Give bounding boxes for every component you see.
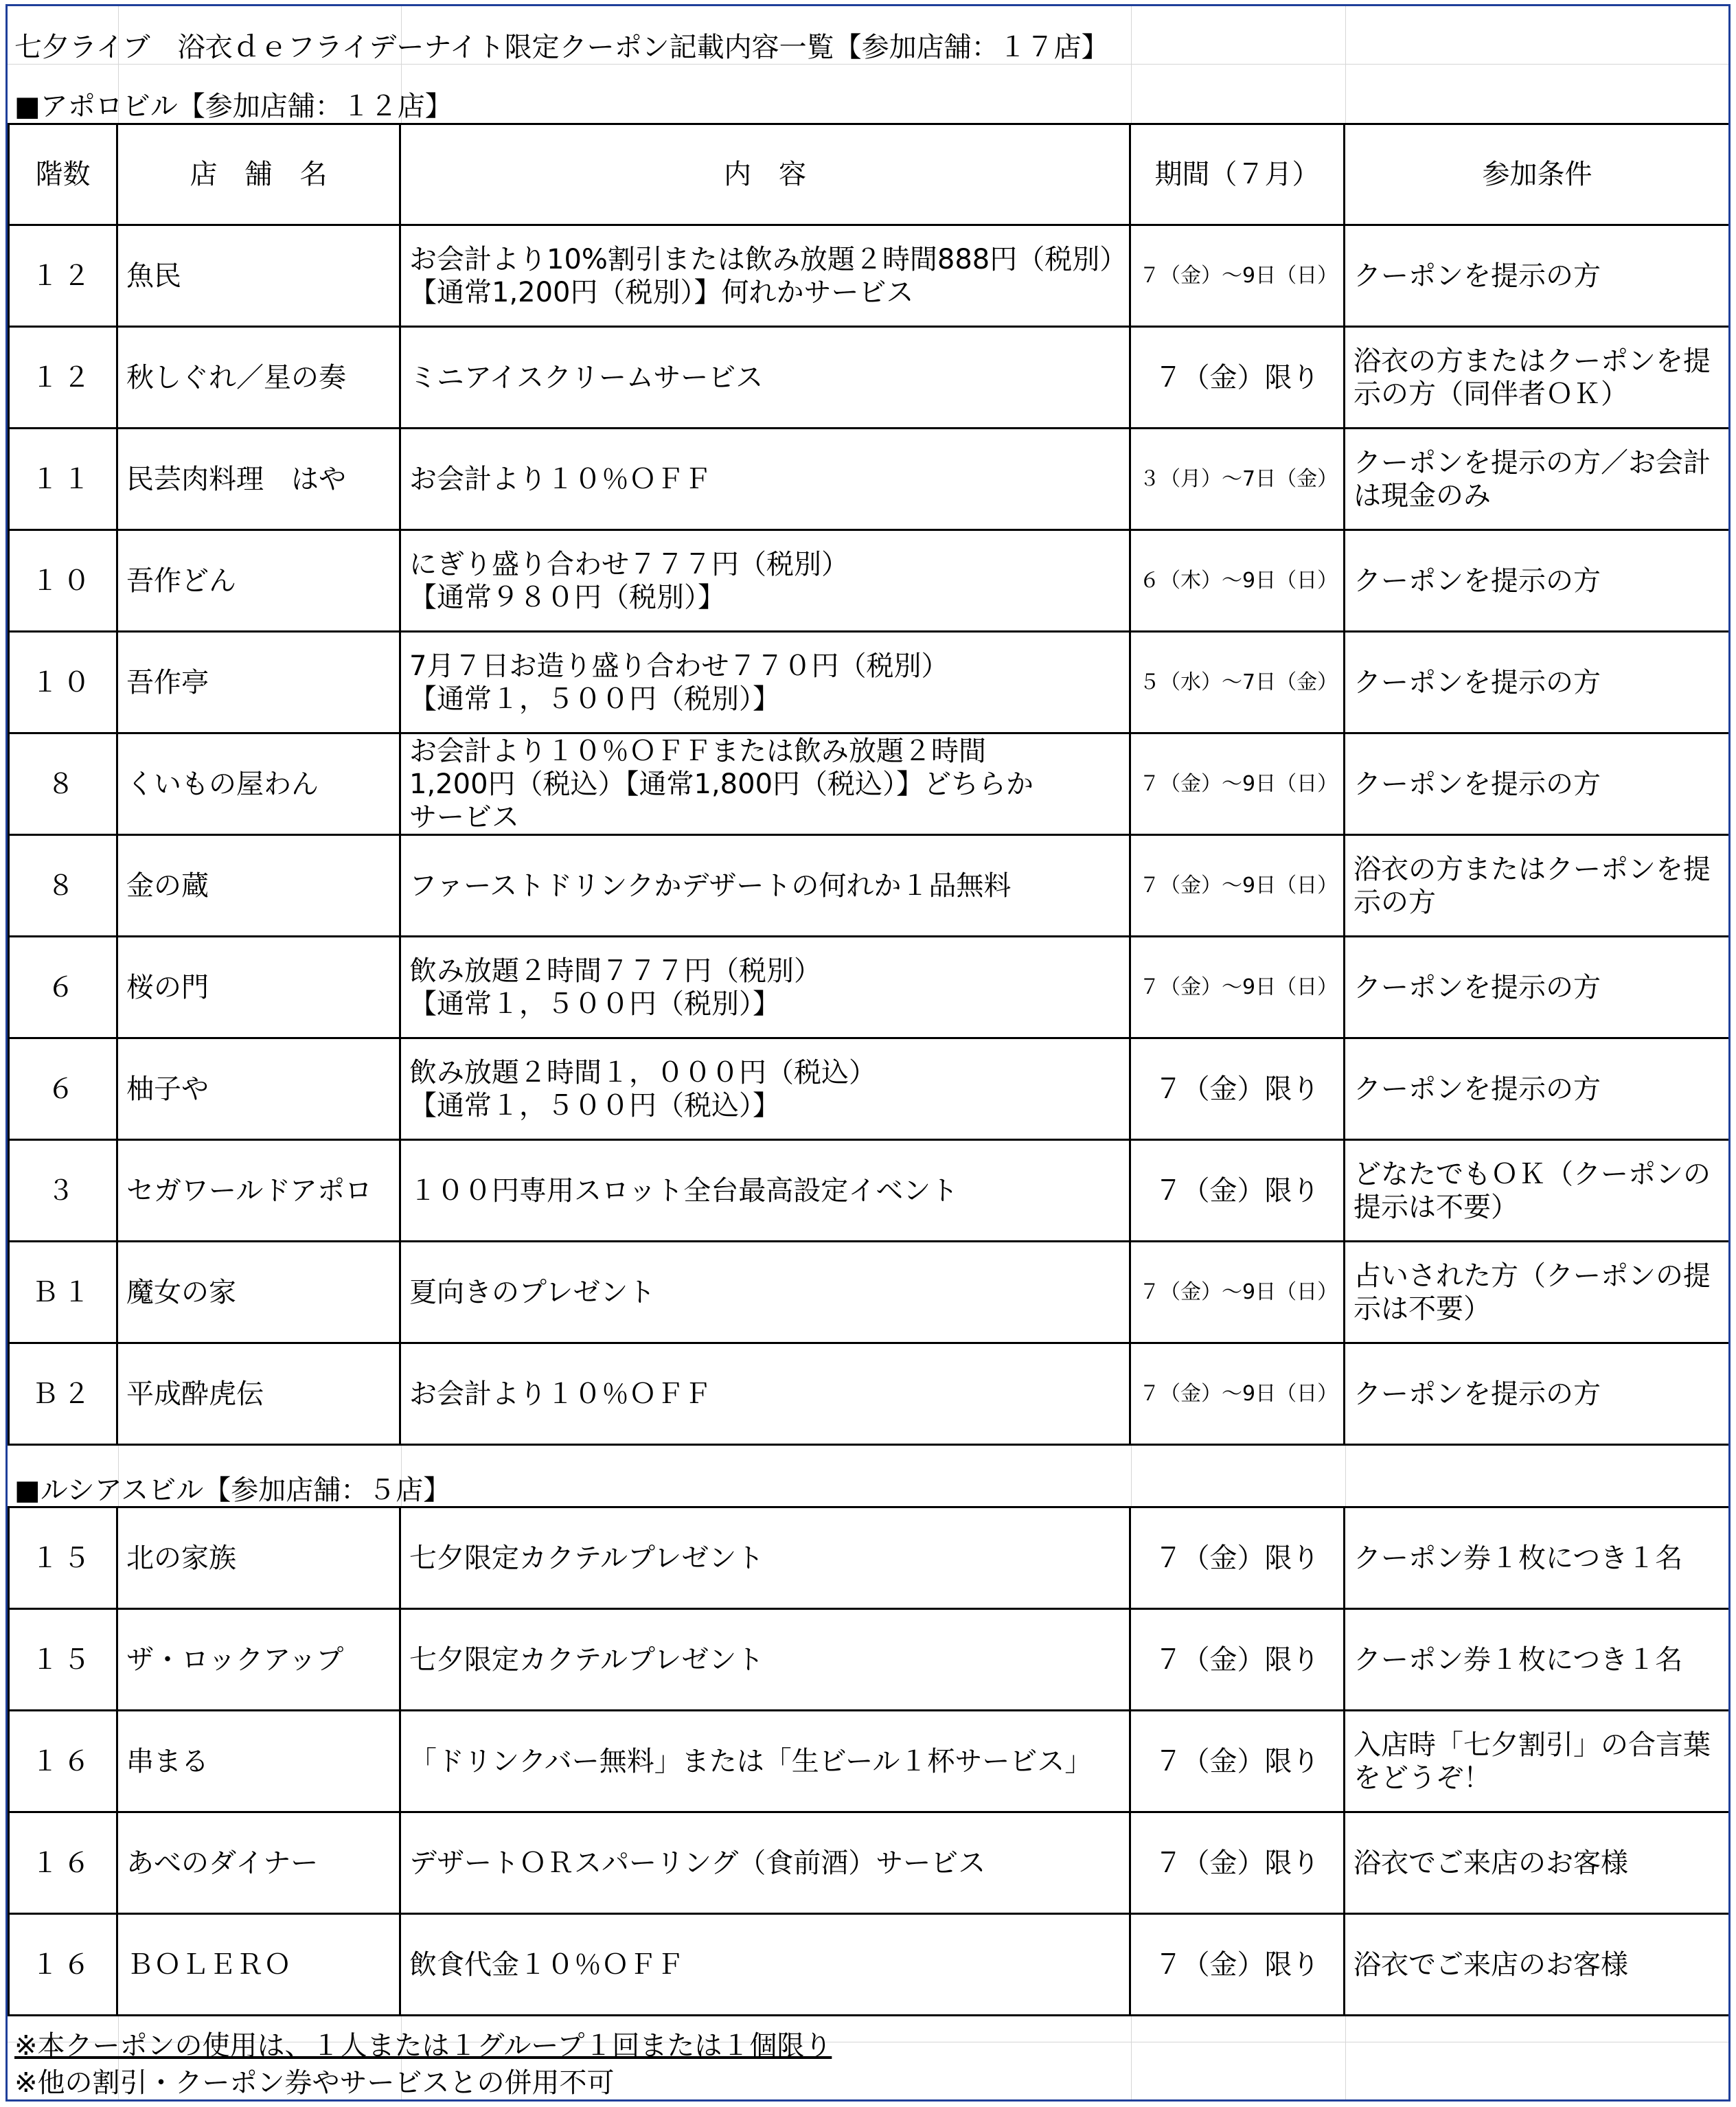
store-name-cell: 秋しぐれ／星の奏 (117, 327, 400, 429)
note-usage-limit: ※本クーポンの使用は、１人または１グループ１回または１個限り (14, 2030, 832, 2062)
header-row (9, 124, 1731, 225)
content-cell: お会計より10%割引または飲み放題２時間888円（税別）【通常1,200円（税別）】何れかサービス (400, 225, 1130, 327)
table-row (9, 530, 1731, 632)
condition-cell: 占いされた方（クーポンの提示は不要） (1345, 1242, 1731, 1343)
floor-cell: １１ (9, 429, 117, 530)
table-row (9, 1140, 1731, 1242)
header-content: 内 容 (400, 124, 1130, 225)
store-name-cell: 柚子や (117, 1038, 400, 1140)
floor-cell: Ｂ１ (9, 1242, 117, 1343)
floor-cell: ８ (9, 733, 117, 835)
table-row (9, 1242, 1731, 1343)
store-name-cell: くいもの屋わん (117, 733, 400, 835)
header-period: 期間（７月） (1130, 124, 1345, 225)
content-cell: お会計より１０％ＯＦＦ (400, 429, 1130, 530)
table-row (9, 1812, 1731, 1914)
header-floor: 階数 (9, 124, 117, 225)
period-cell: ７（金）～9日（日） (1130, 835, 1345, 937)
floor-cell: Ｂ２ (9, 1343, 117, 1445)
period-cell: ７（金）限り (1130, 327, 1345, 429)
period-cell: ７（金）限り (1130, 1812, 1345, 1914)
content-cell: １００円専用スロット全台最高設定イベント (400, 1140, 1130, 1242)
floor-cell: １２ (9, 225, 117, 327)
floor-cell: １５ (9, 1609, 117, 1711)
lucias-table (8, 1506, 1731, 2016)
period-cell: ７（金）～9日（日） (1130, 733, 1345, 835)
store-name-cell: 平成酔虎伝 (117, 1343, 400, 1445)
condition-cell: クーポンを提示の方 (1345, 1038, 1731, 1140)
condition-cell: 入店時「七夕割引」の合言葉をどうぞ！ (1345, 1711, 1731, 1812)
header-name: 店 舗 名 (117, 124, 400, 225)
table-row (9, 1914, 1731, 2016)
table-row (9, 1609, 1731, 1711)
store-name-cell: 吾作どん (117, 530, 400, 632)
table-row (9, 1343, 1731, 1445)
content-cell: お会計より１０％ＯＦＦ (400, 1343, 1130, 1445)
page-title: 七夕ライブ 浴衣ｄｅフライデーナイト限定クーポン記載内容一覧【参加店舗：１７店】 (14, 32, 1109, 63)
floor-cell: １０ (9, 530, 117, 632)
period-cell: ７（金）限り (1130, 1711, 1345, 1812)
store-name-cell: 魔女の家 (117, 1242, 400, 1343)
content-cell: 七夕限定カクテルプレゼント (400, 1609, 1130, 1711)
floor-cell: ８ (9, 835, 117, 937)
header-condition: 参加条件 (1345, 124, 1731, 225)
floor-cell: １２ (9, 327, 117, 429)
table-row (9, 1711, 1731, 1812)
period-cell: ７（金）限り (1130, 1038, 1345, 1140)
section-heading-apollo: ■アポロビル【参加店舗：１２店】 (14, 91, 453, 122)
store-name-cell: ＢＯＬＥＲＯ (117, 1914, 400, 2016)
store-name-cell: 民芸肉料理 はや (117, 429, 400, 530)
condition-cell: クーポンを提示の方 (1345, 225, 1731, 327)
period-cell: ７（金）限り (1130, 1507, 1345, 1609)
condition-cell: クーポンを提示の方／お会計は現金のみ (1345, 429, 1731, 530)
content-cell: デザートＯＲスパーリング（食前酒）サービス (400, 1812, 1130, 1914)
condition-cell: クーポン券１枚につき１名 (1345, 1507, 1731, 1609)
content-cell: ミニアイスクリームサービス (400, 327, 1130, 429)
period-cell: ６（木）～9日（日） (1130, 530, 1345, 632)
content-cell: お会計より１０％ＯＦＦまたは飲み放題２時間 1,200円（税込）【通常1,800円（税込）】どちらか サービス (400, 733, 1130, 835)
note-no-combination: ※他の割引・クーポン券やサービスとの併用不可 (14, 2067, 615, 2099)
content-cell: ファーストドリンクかデザートの何れか１品無料 (400, 835, 1130, 937)
period-cell: ７（金）～9日（日） (1130, 1242, 1345, 1343)
floor-cell: ３ (9, 1140, 117, 1242)
floor-cell: １０ (9, 632, 117, 733)
floor-cell: １６ (9, 1711, 117, 1812)
condition-cell: 浴衣でご来店のお客様 (1345, 1812, 1731, 1914)
content-cell: 七夕限定カクテルプレゼント (400, 1507, 1130, 1609)
content-cell: 「ドリンクバー無料」または「生ビール１杯サービス」 (400, 1711, 1130, 1812)
period-cell: ３（月）～7日（金） (1130, 429, 1345, 530)
content-cell: 7月７日お造り盛り合わせ７７０円（税別） 【通常１，５００円（税別）】 (400, 632, 1130, 733)
period-cell: ７（金）限り (1130, 1609, 1345, 1711)
condition-cell: 浴衣でご来店のお客様 (1345, 1914, 1731, 2016)
store-name-cell: ザ・ロックアップ (117, 1609, 400, 1711)
period-cell: ７（金）～9日（日） (1130, 1343, 1345, 1445)
period-cell: ５（水）～7日（金） (1130, 632, 1345, 733)
period-cell: ７（金）限り (1130, 1914, 1345, 2016)
period-cell: ７（金）限り (1130, 1140, 1345, 1242)
condition-cell: 浴衣の方またはクーポンを提示の方（同伴者ＯＫ） (1345, 327, 1731, 429)
condition-cell: どなたでもＯＫ（クーポンの提示は不要） (1345, 1140, 1731, 1242)
table-row (9, 225, 1731, 327)
store-name-cell: 金の蔵 (117, 835, 400, 937)
table-row (9, 429, 1731, 530)
floor-cell: １６ (9, 1812, 117, 1914)
period-cell: ７（金）～9日（日） (1130, 937, 1345, 1038)
period-cell: ７（金）～9日（日） (1130, 225, 1345, 327)
table-row (9, 733, 1731, 835)
content-cell: 夏向きのプレゼント (400, 1242, 1130, 1343)
apollo-table (8, 123, 1731, 1446)
coupon-sheet (5, 4, 1731, 2102)
content-cell: 飲み放題２時間１，０００円（税込） 【通常１，５００円（税込）】 (400, 1038, 1130, 1140)
store-name-cell: 北の家族 (117, 1507, 400, 1609)
store-name-cell: 吾作亭 (117, 632, 400, 733)
store-name-cell: セガワールドアポロ (117, 1140, 400, 1242)
table-row (9, 632, 1731, 733)
store-name-cell: 串まる (117, 1711, 400, 1812)
floor-cell: １５ (9, 1507, 117, 1609)
table-row (9, 937, 1731, 1038)
section-heading-lucias: ■ルシアスビル【参加店舗：５店】 (14, 1474, 451, 1506)
content-cell: にぎり盛り合わせ７７７円（税別） 【通常９８０円（税別）】 (400, 530, 1130, 632)
condition-cell: クーポンを提示の方 (1345, 530, 1731, 632)
table-row (9, 327, 1731, 429)
condition-cell: クーポン券１枚につき１名 (1345, 1609, 1731, 1711)
store-name-cell: 桜の門 (117, 937, 400, 1038)
floor-cell: ６ (9, 1038, 117, 1140)
store-name-cell: あべのダイナー (117, 1812, 400, 1914)
condition-cell: クーポンを提示の方 (1345, 937, 1731, 1038)
content-cell: 飲食代金１０％ＯＦＦ (400, 1914, 1130, 2016)
content-cell: 飲み放題２時間７７７円（税別） 【通常１，５００円（税別）】 (400, 937, 1130, 1038)
condition-cell: クーポンを提示の方 (1345, 1343, 1731, 1445)
condition-cell: クーポンを提示の方 (1345, 632, 1731, 733)
store-name-cell: 魚民 (117, 225, 400, 327)
condition-cell: 浴衣の方またはクーポンを提示の方 (1345, 835, 1731, 937)
table-row (9, 835, 1731, 937)
table-row (9, 1507, 1731, 1609)
floor-cell: ６ (9, 937, 117, 1038)
condition-cell: クーポンを提示の方 (1345, 733, 1731, 835)
table-row (9, 1038, 1731, 1140)
floor-cell: １６ (9, 1914, 117, 2016)
